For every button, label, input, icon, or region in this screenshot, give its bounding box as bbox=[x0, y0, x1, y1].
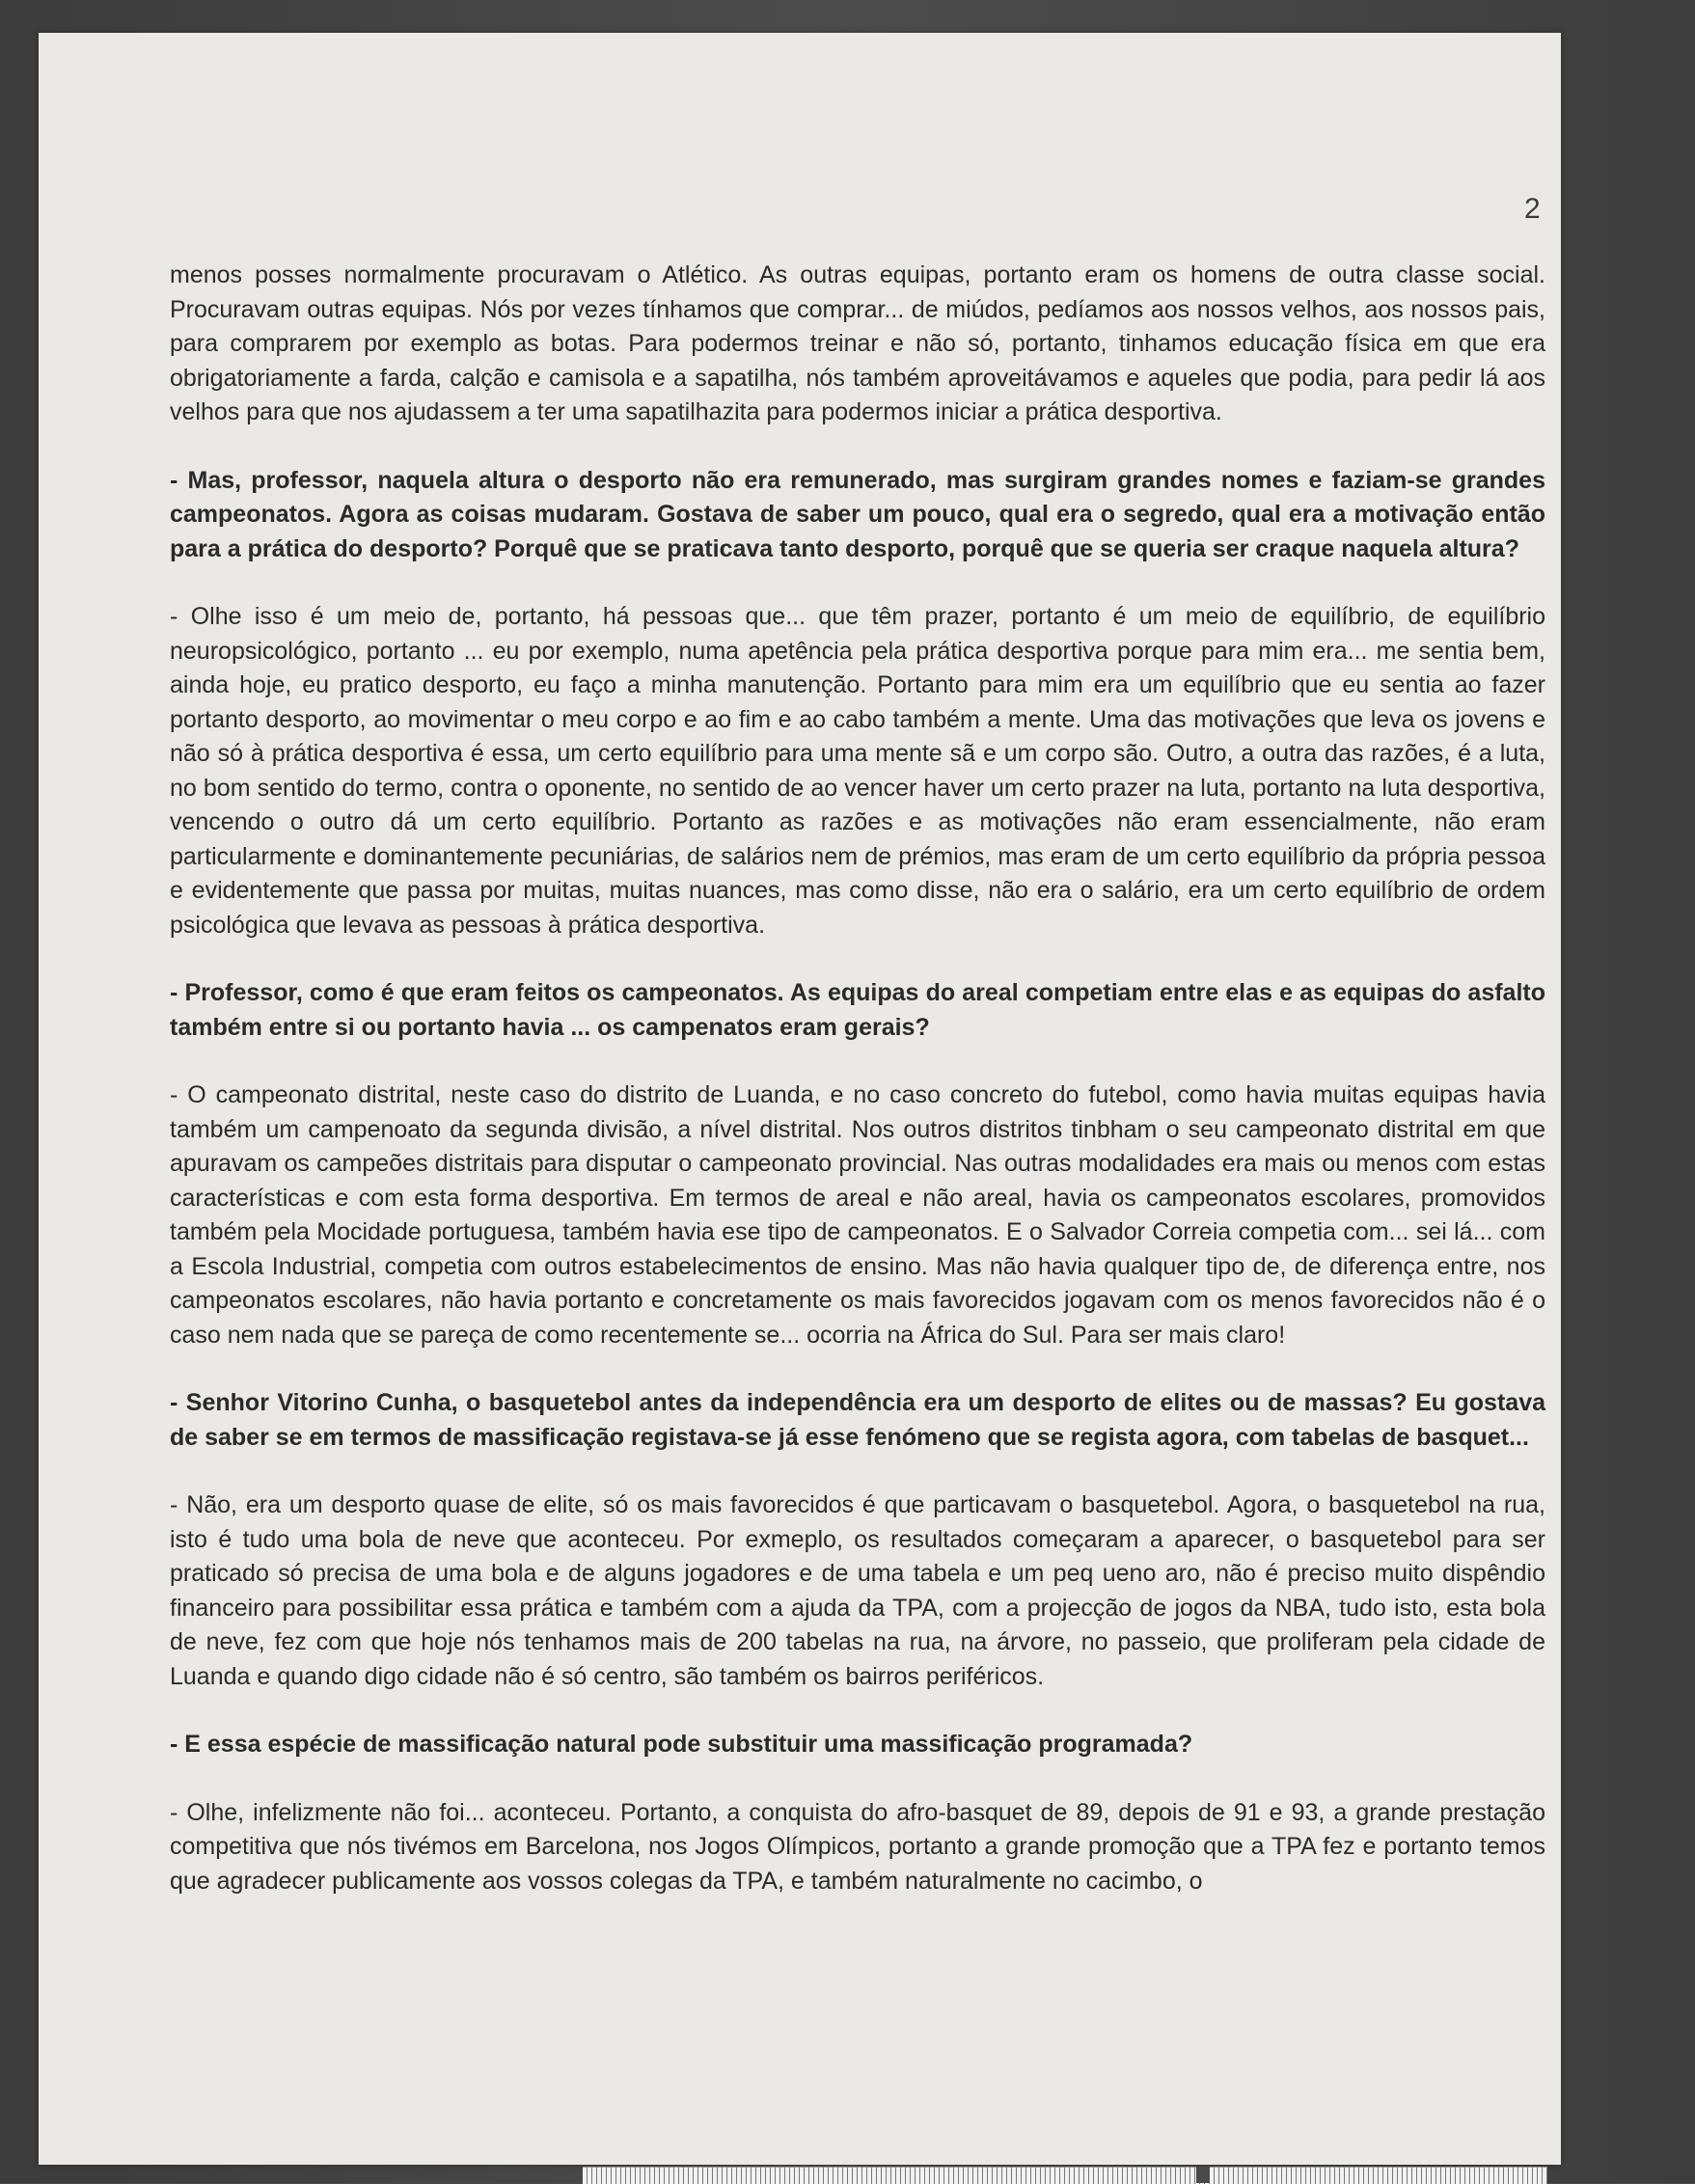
answer-paragraph: menos posses normalmente procuravam o Atlético. As outras equipas, portanto eram os homens de outra classe social. Procuravam outras equipas. Nós por vezes tínhamos que comprar... de miúdos, pedíamos aos nossos velhos, aos nossos pais, para comprarem por exemplo as botas. Para podermos treinar e não só, portanto, tinhamos educação física em que era obrigatoriamente a farda, calção e camisola e a sapatilha, nós também aproveitávamos e aqueles que podia, para pedir lá aos velhos para que nos ajudassem a ter uma sapatilhazita para podermos iniciar a prática desportiva. bbox=[170, 261, 1545, 425]
question-paragraph: - E essa espécie de massificação natural pode substituir uma massificação programada? bbox=[170, 1731, 1193, 1758]
page-number: 2 bbox=[1524, 193, 1541, 225]
answer-paragraph: - O campeonato distrital, neste caso do distrito de Luanda, e no caso concreto do futebol, como havia muitas equipas havia também um campenoato da segunda divisão, a nível distrital. Nos outros distritos tinbham o seu campeonato distrital em que apuravam os campeões distritais para disputar o campeonato provincial. Nas outras modalidades era mais ou menos com estas características e com esta forma desportiva. Em termos de areal e não areal, havia os campeonatos escolares, promovidos também pela Mocidade portuguesa, também havia ese tipo de campeonatos. E o Salvador Correia competia com... sei lá... com a Escola Industrial, competia com outros estabelecimentos de ensino. Mas não havia qualquer tipo de, de diferença entre, nos campeonatos escolares, não havia portanto e concretamente os mais favorecidos jogavam com os menos favorecidos não é o caso nem nada que se pareça de como recentemente se... ocorria na África do Sul. Para ser mais claro! bbox=[170, 1081, 1545, 1349]
question-paragraph: - Mas, professor, naquela altura o desporto não era remunerado, mas surgiram grandes nomes e faziam-se grandes campeonatos. Agora as coisas mudaram. Gostava de saber um pouco, qual era o segredo, qual era a motivação então para a prática do desporto? Porquê que se praticava tanto desporto, porquê que se queria ser craque naquela altura? bbox=[170, 466, 1545, 562]
question-paragraph: - Senhor Vitorino Cunha, o basquetebol antes da independência era um desporto de elites ou de massas? Eu gostava de saber se em termos de massificação registava-se já esse fenómeno que se regista agora, com tabelas de basquet... bbox=[170, 1389, 1545, 1451]
answer-paragraph: - Olhe isso é um meio de, portanto, há pessoas que... que têm prazer, portanto é um meio de equilíbrio, de equilíbrio neuropsicológico, portanto ... eu por exemplo, numa apetência pela prática desportiva porque para mim era... me sentia bem, ainda hoje, eu pratico desporto, eu faço a minha manutenção. Portanto para mim era um equilíbrio que eu sentia ao fazer portanto desporto, ao movimentar o meu corpo e ao fim e ao cabo também a mente. Uma das motivações que leva os jovens e não só à prática desportiva é essa, um certo equilíbrio para uma mente sã e um corpo são. Outro, a outra das razões, é a luta, no bom sentido do termo, contra o oponente, no sentido de ao vencer haver um certo prazer na luta, portanto na luta desportiva, vencendo o outro dá um certo equilíbrio. Portanto as razões e as motivações não eram essencialmente, não eram particularmente e dominantemente pecuniárias, de salários nem de prémios, mas eram de um certo equilíbrio da própria pessoa e evidentemente que passa por muitas, muitas nuances, mas como disse, não era o salário, era um certo equilíbrio de ordem psicológica que levava as pessoas à prática desportiva. bbox=[170, 603, 1545, 939]
scale-ruler bbox=[583, 2167, 1547, 2184]
answer-paragraph: - Olhe, infelizmente não foi... aconteceu. Portanto, a conquista do afro-basquet de 89, depois de 91 e 93, a grande prestação competitiva que nós tivémos em Barcelona, nos Jogos Olímpicos, portanto a grande promoção que a TPA fez e portanto temos que agradecer publicamente aos vossos colegas da TPA, e também naturalmente no cacimbo, o bbox=[170, 1798, 1545, 1895]
answer-paragraph: - Não, era um desporto quase de elite, só os mais favorecidos é que particavam o basquetebol. Agora, o basquetebol na rua, isto é tudo uma bola de neve que aconteceu. Por exmeplo, os resultados começaram a aparecer, o basquetebol para ser praticado só precisa de uma bola e de alguns jogadores e de uma tabela e um peq ueno aro, não é preciso muito dispêndio financeiro para possibilitar essa prática e também com a ajuda da TPA, com a projecção de jogos da NBA, tudo isto, esta bola de neve, fez com que hoje nós tenhamos mais de 200 tabelas na rua, na árvore, no passeio, que proliferam pela cidade de Luanda e quando digo cidade não é só centro, são também os bairros periféricos. bbox=[170, 1491, 1545, 1690]
document-body bbox=[170, 259, 1545, 1932]
question-paragraph: - Professor, como é que eram feitos os campeonatos. As equipas do areal competiam entre elas e as equipas do asfalto também entre si ou portanto havia ... os campenatos eram gerais? bbox=[170, 979, 1545, 1041]
scale-ruler-gap bbox=[1196, 2167, 1210, 2183]
